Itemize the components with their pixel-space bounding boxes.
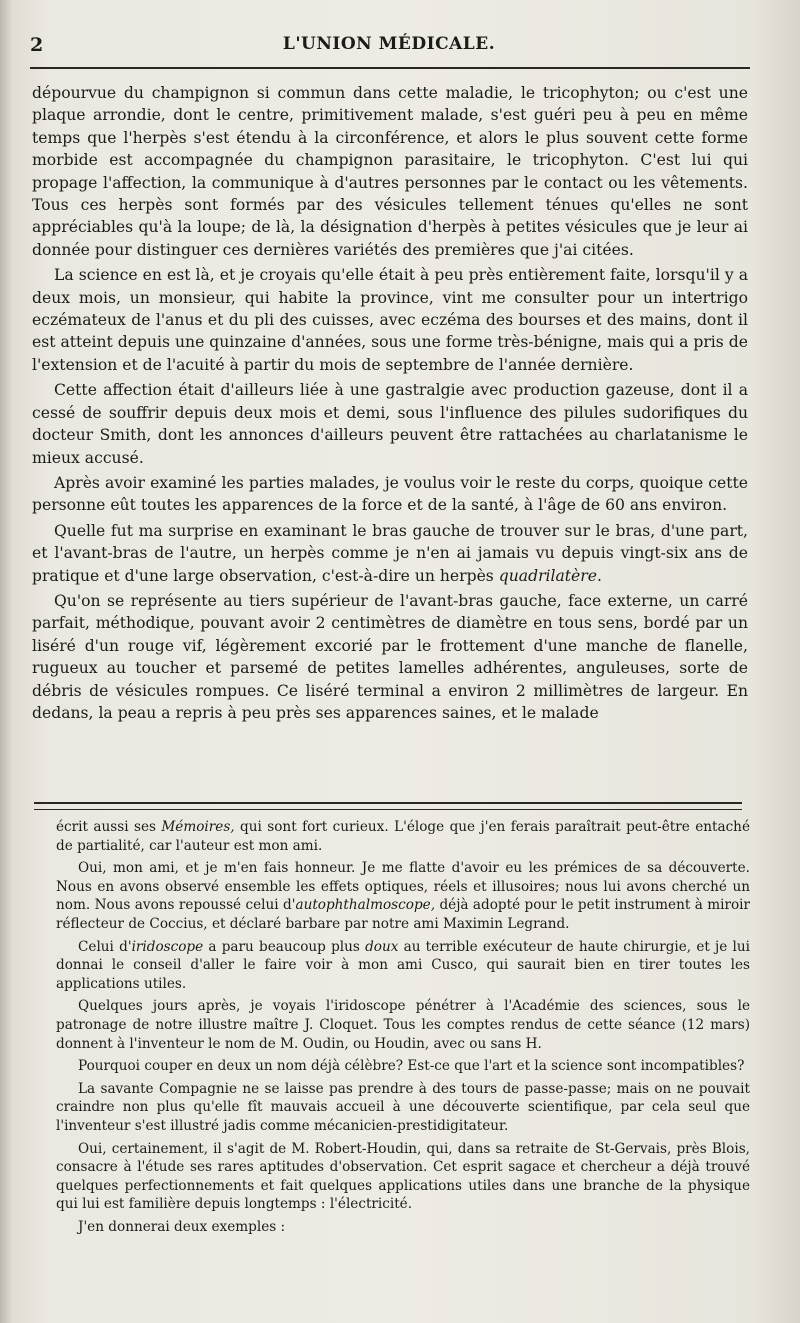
footnote-paragraph-5: Pourquoi couper en deux un nom déjà célèbre? Est-ce que l'art et la science sont incompatibles? [78, 1058, 745, 1075]
main-text [32, 82, 748, 727]
footnote-paragraph-6: La savante Compagnie ne se laisse pas prendre à des tours de passe-passe; mais on ne pouvait craindre non plus qu'elle fît mauvais accueil à une découverte scientifique, par cela seul que l'inventeur s'est illustré jadis comme mécanicien-prestidigitateur. [56, 1080, 750, 1134]
footnote-separator [34, 802, 742, 810]
footnote-section [56, 818, 750, 1240]
footnote-paragraph-7: Oui, certainement, il s'agit de M. Robert-Houdin, qui, dans sa retraite de St-Gervais, près Blois, consacre à l'étude ses rares aptitudes d'observation. Cet esprit sagace et chercheur a déjà trouvé quelques perfectionnements et fait quelques applications utiles dans une branche de la physique qui lui est familière depuis longtemps : l'électricité. [56, 1140, 750, 1213]
footnote-2-italic: autophthalmoscope, [295, 897, 436, 914]
page-number: 2 [30, 34, 44, 56]
footnote-1-italic: Mémoires, [161, 819, 235, 835]
footnote-paragraph-8: J'en donnerai deux exemples : [78, 1218, 286, 1235]
footnote-paragraph-2 [56, 859, 750, 933]
footnote-3-italic-1: iridoscope [131, 938, 204, 955]
footnote-3-text: Celui d' [78, 938, 132, 955]
paragraph-5-italic: quadrilatère [498, 566, 597, 585]
footnote-1-text: écrit aussi ses [56, 819, 162, 835]
footnote-3-end: au terrible exécuteur de haute chirurgie, et je lui donnai le conseil d'aller le faire voir à mon ami Cusco, qui saurait bien en tirer toutes les applications utiles. [56, 938, 750, 992]
footnote-2-end: déjà adopté pour le petit instrument à miroir réflecteur de Coccius, et déclaré barbare par notre ami Maximin Legrand. [56, 897, 750, 932]
footnote-paragraph-1 [56, 818, 750, 855]
page-header [30, 34, 748, 62]
paragraph-5 [32, 520, 748, 587]
paragraph-2: La science en est là, et je croyais qu'elle était à peu près entièrement faite, lorsqu'il y a deux mois, un monsieur, qui habite la province, vint me consulter pour un intertrigo eczémateux de l'anus et du pli des cuisses, avec eczéma des bourses et des mains, dont il est atteint depuis une quinzaine d'années, sous une forme très-bénigne, mais qui a pris de l'extension et de l'acuité à partir du mois de septembre de l'année dernière. [32, 266, 748, 374]
paragraph-1: dépourvue du champignon si commun dans cette maladie, le tricophyton; ou c'est une plaque arrondie, dont le centre, primitivement malade, s'est guéri peu à peu en même temps que l'herpès s'est étendu à la circonférence, et alors le plus souvent cette forme morbide est accompagnée du champignon parasitaire, le tricophyton. C'est lui qui propage l'affection, la communique à d'autres personnes par le contact ou les vêtements. Tous ces herpès sont formés par des vésicules tellement ténues qu'elles ne sont appréciables qu'à la loupe; de là, la désignation d'herpès à petites vésicules que je leur ai donnée pour distinguer ces dernières variétés des premières que j'ai citées. [32, 84, 748, 259]
paragraph-5-text: Quelle fut ma surprise en examinant le bras gauche de trouver sur le bras, d'une part, et l'avant-bras de l'autre, un herpès comme je n'en ai jamais vu depuis vingt-six ans de pratique et d'une large observation, c'est-à-dire un herpès [32, 521, 748, 585]
footnote-1-end: qui sont fort curieux. L'éloge que j'en ferais paraîtrait peut-être entaché de partialité, car l'auteur est mon ami. [56, 819, 750, 854]
paragraph-3: Cette affection était d'ailleurs liée à une gastralgie avec production gazeuse, dont il a cessé de souffrir depuis deux mois et demi, sous l'influence des pilules sudorifiques du docteur Smith, dont les annonces d'ailleurs peuvent être rattachées au charlatanisme le mieux accusé. [32, 381, 748, 467]
footnote-3-middle: a paru beaucoup plus [203, 938, 366, 955]
paragraph-6: Qu'on se représente au tiers supérieur de l'avant-bras gauche, face externe, un carré parfait, méthodique, pouvant avoir 2 centimètres de diamètre en tous sens, bordé par un liséré d'un rouge vif, légèrement excorié par le frottement d'une manche de flanelle, rugueux au toucher et parsemé de petites lamelles adhérentes, anguleuses, sorte de débris de vésicules rompues. Ce liséré terminal a environ 2 millimètres de largeur. En dedans, la peau a repris à peu près ses apparences saines, et le malade [32, 591, 748, 722]
footnote-paragraph-3 [56, 938, 750, 994]
footnote-2-text: Oui, mon ami, et je m'en fais honneur. Je me flatte d'avoir eu les prémices de sa découverte. Nous en avons observé ensemble les effets optiques, réels et illusoires; nous lui avons cherché un nom. Nous avons repoussé celui d' [56, 860, 750, 914]
paragraph-4: Après avoir examiné les parties malades, je voulus voir le reste du corps, quoique cette personne eût toutes les apparences de la force et de la santé, à l'âge de 60 ans environ. [32, 473, 748, 515]
running-head: L'UNION MÉDICALE. [282, 34, 496, 54]
paragraph-5-end: . [596, 566, 602, 585]
footnote-3-italic-2: doux [365, 938, 399, 955]
header-rule [30, 67, 750, 69]
footnote-paragraph-4: Quelques jours après, je voyais l'iridoscope pénétrer à l'Académie des sciences, sous le patronage de notre illustre maître J. Cloquet. Tous les comptes rendus de cette séance (12 mars) donnent à l'inventeur le nom de M. Oudin, ou Houdin, avec ou sans H. [56, 998, 750, 1052]
binding-shadow [0, 0, 12, 1323]
